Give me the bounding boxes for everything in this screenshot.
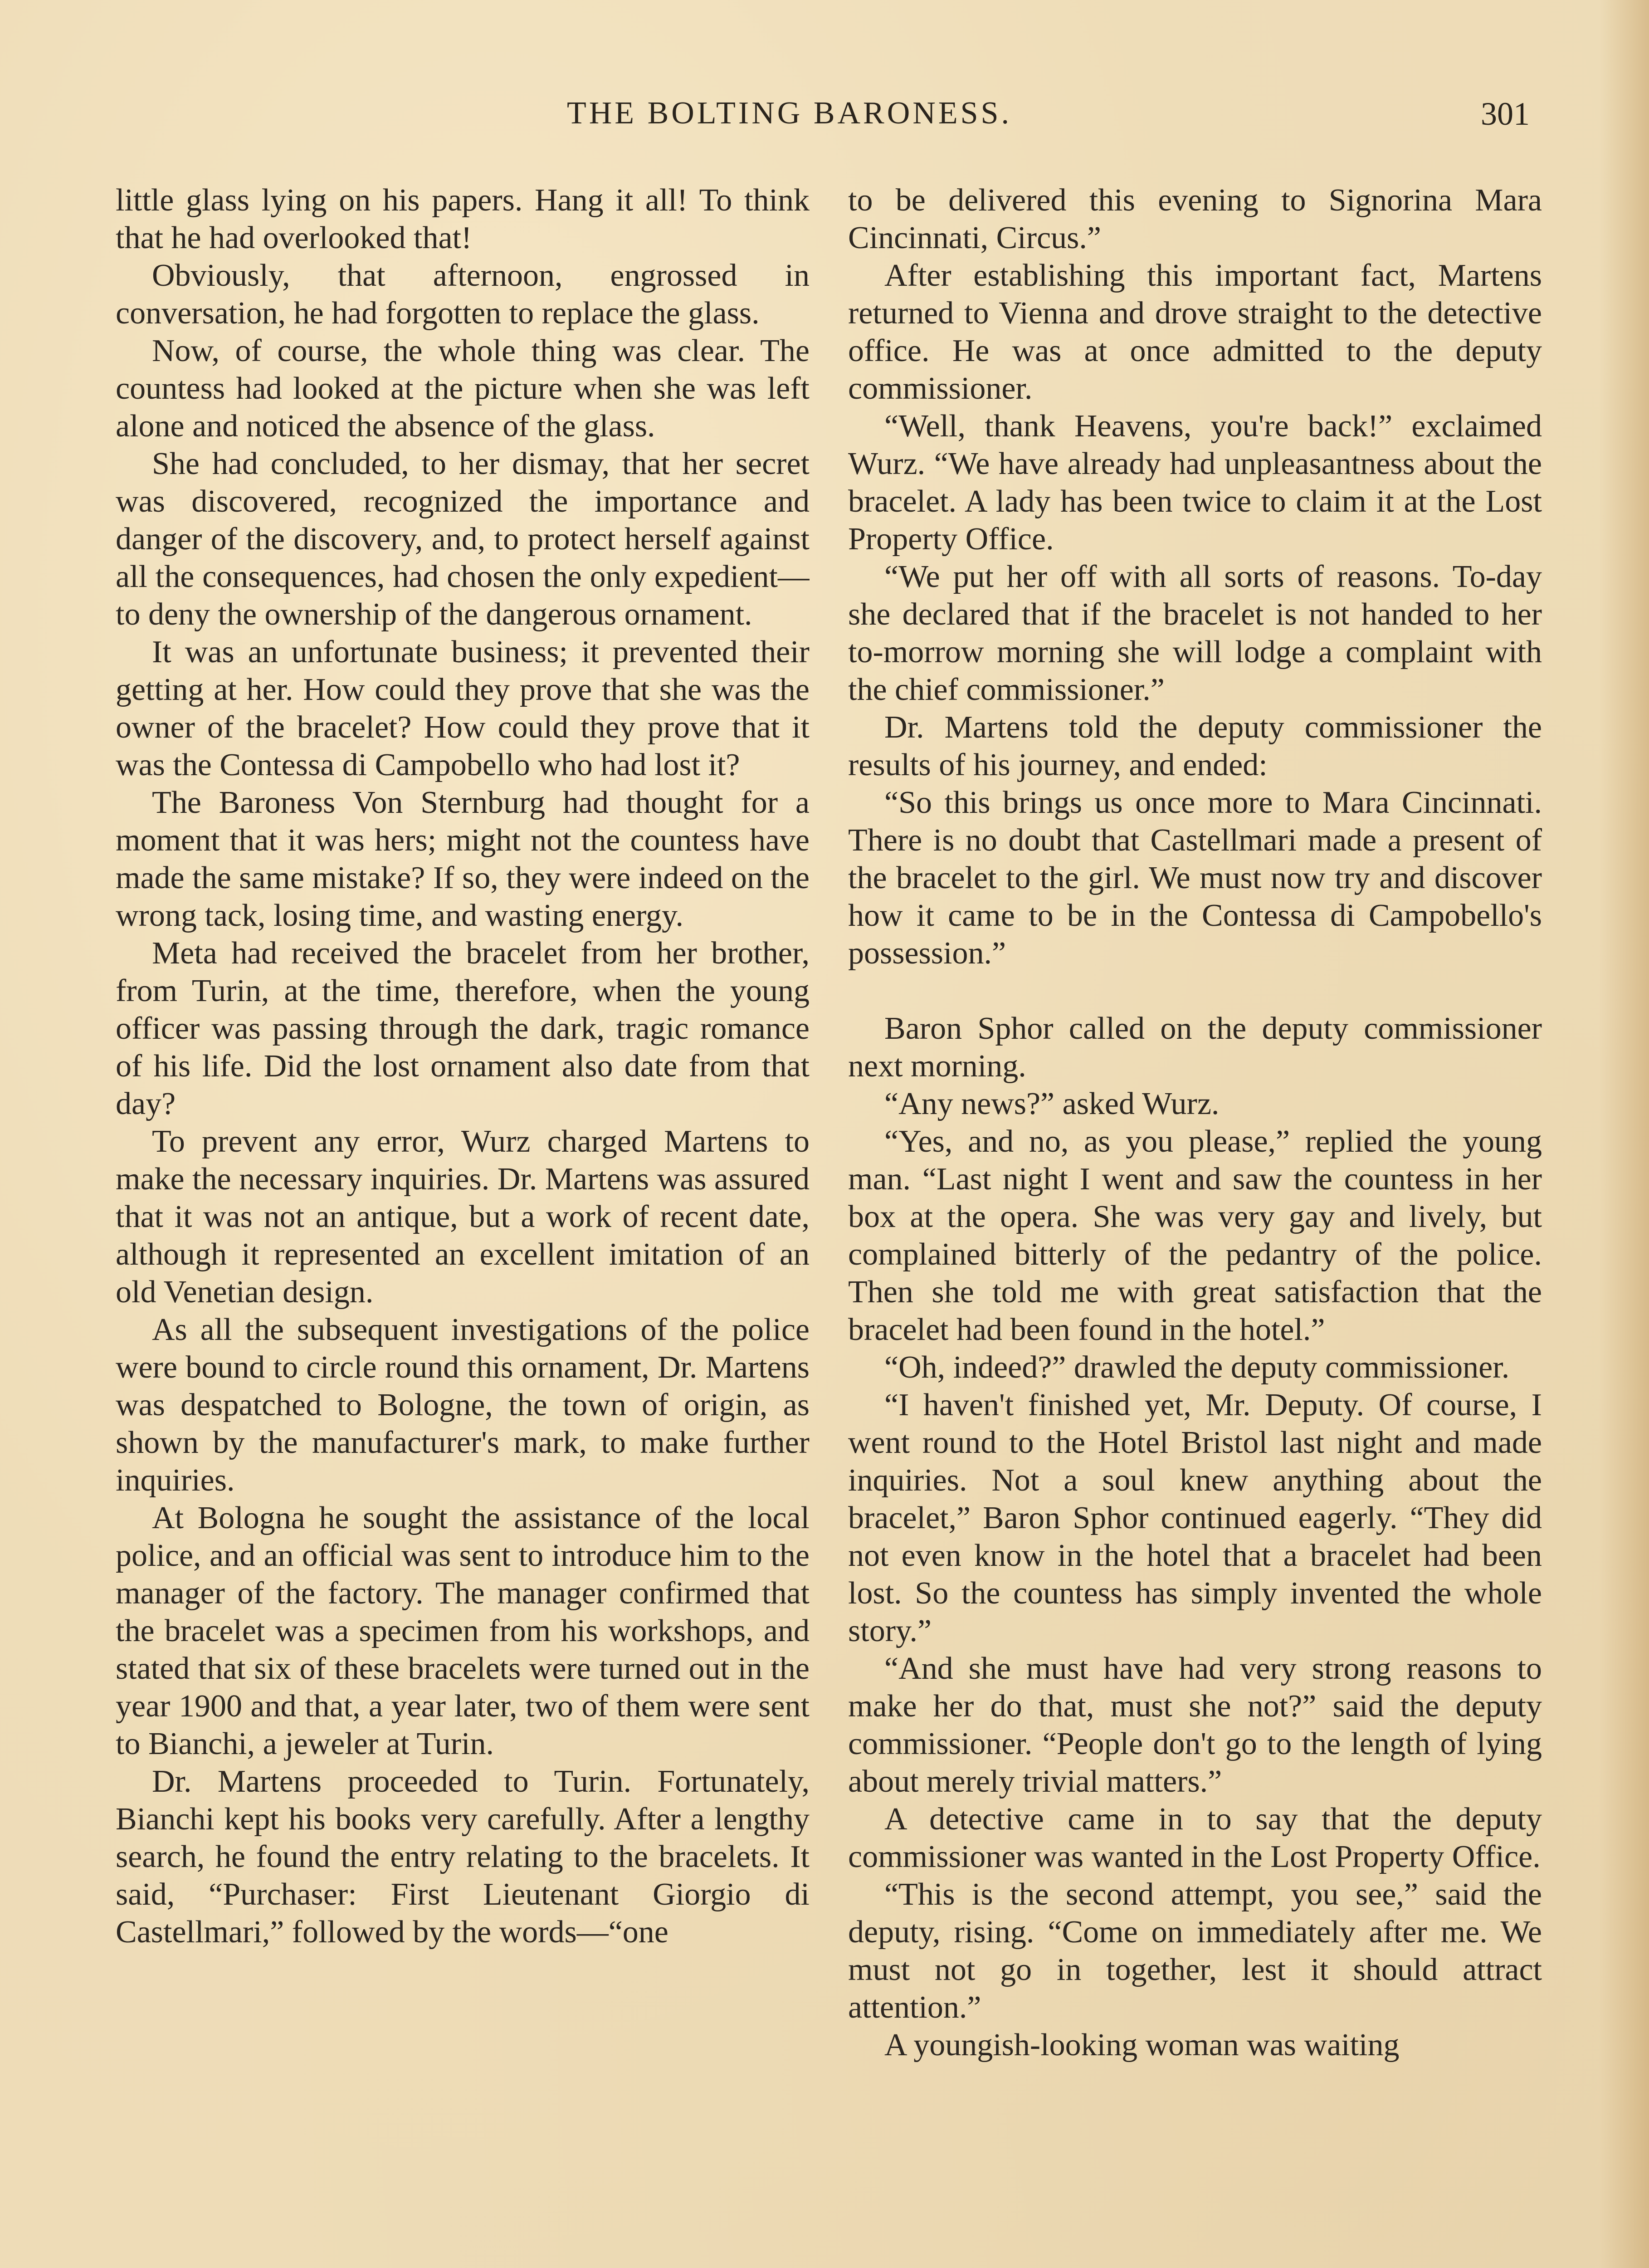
- paragraph: To prevent any error, Wurz charged Martens to make the necessary inquiries. Dr. Martens was assured that it was not an antique, but a work of recent date, although it represented an excellent imitation of an old Venetian design.: [116, 1124, 810, 1310]
- left-text-column: [116, 181, 810, 2268]
- paragraph: Meta had received the bracelet from her brother, from Turin, at the time, therefore, when the young officer was passing through the dark, tragic romance of his life. Did the lost ornament also date from that day?: [116, 936, 810, 1121]
- paragraph: A detective came in to say that the deputy commissioner was wanted in the Lost Property Office.: [848, 1802, 1542, 1874]
- paragraph: “Any news?” asked Wurz.: [884, 1086, 1220, 1121]
- paragraph: Dr. Martens told the deputy commissioner the results of his journey, and ended:: [848, 710, 1542, 782]
- right-text-column: [848, 181, 1542, 2268]
- page-edge-shadow: [1599, 0, 1649, 2268]
- page-header: [0, 95, 1649, 145]
- paragraph: “Oh, indeed?” drawled the deputy commissioner.: [884, 1350, 1510, 1385]
- paragraph: “This is the second attempt, you see,” said the deputy, rising. “Come on immediately after me. We must not go in together, lest it should attract attention.”: [848, 1877, 1542, 2025]
- paragraph: “Well, thank Heavens, you're back!” exclaimed Wurz. “We have already had unpleasantness about the bracelet. A lady has been twice to claim it at the Lost Property Office.: [848, 409, 1542, 557]
- paragraph: Obviously, that afternoon, engrossed in conversation, he had forgotten to replace the glass.: [116, 258, 810, 331]
- paragraph: It was an unfortunate business; it prevented their getting at her. How could they prove that she was the owner of the bracelet? How could they prove that it was the Contessa di Campobello who had lost it?: [116, 635, 810, 782]
- paragraph: Now, of course, the whole thing was clear. The countess had looked at the picture when she was left alone and noticed the absence of the glass.: [116, 333, 810, 444]
- paragraph: “Yes, and no, as you please,” replied the young man. “Last night I went and saw the countess in her box at the opera. She was very gay and lively, but complained bitterly of the pedantry of the police. Then she told me with great satisfaction that the bracelet had been found in the hotel.”: [848, 1124, 1542, 1347]
- paragraph: The Baroness Von Sternburg had thought for a moment that it was hers; might not the countess have made the same mistake? If so, they were indeed on the wrong tack, losing time, and wasting energy.: [116, 785, 810, 933]
- paragraph: “I haven't finished yet, Mr. Deputy. Of course, I went round to the Hotel Bristol last night and made inquiries. Not a soul knew anything about the bracelet,” Baron Sphor continued eagerly. “They did not even know in the hotel that a bracelet had been lost. So the countess has simply invented the whole story.”: [848, 1388, 1542, 1648]
- running-title: THE BOLTING BARONESS.: [567, 96, 1012, 131]
- paragraph: Baron Sphor called on the deputy commissioner next morning.: [848, 1011, 1542, 1084]
- page-number: 301: [1481, 96, 1530, 132]
- paragraph: to be delivered this evening to Signorina Mara Cincinnati, Circus.”: [848, 183, 1542, 255]
- paragraph: little glass lying on his papers. Hang it all! To think that he had overlooked that!: [116, 183, 810, 255]
- paragraph: “And she must have had very strong reasons to make her do that, must she not?” said the deputy commissioner. “People don't go to the length of lying about merely trivial matters.”: [848, 1651, 1542, 1799]
- paragraph: Dr. Martens proceeded to Turin. Fortunately, Bianchi kept his books very carefully. After a lengthy search, he found the entry relating to the bracelets. It said, “Purchaser: First Lieutenant Giorgio di Castellmari,” followed by the words—“one: [116, 1764, 810, 1950]
- paragraph: “So this brings us once more to Mara Cincinnati. There is no doubt that Castellmari made a present of the bracelet to the girl. We must now try and discover how it came to be in the Contessa di Campobello's possession.”: [848, 785, 1542, 971]
- paragraph: She had concluded, to her dismay, that her secret was discovered, recognized the importance and danger of the discovery, and, to protect herself against all the consequences, had chosen the only expedient—to deny the ownership of the dangerous ornament.: [116, 446, 810, 632]
- paragraph: After establishing this important fact, Martens returned to Vienna and drove straight to the detective office. He was at once admitted to the deputy commissioner.: [848, 258, 1542, 406]
- paragraph: A youngish-looking woman was waiting: [884, 2028, 1400, 2063]
- paragraph: “We put her off with all sorts of reasons. To-day she declared that if the bracelet is not handed to her to-morrow morning she will lodge a complaint with the chief commissioner.”: [848, 559, 1542, 707]
- paragraph: At Bologna he sought the assistance of the local police, and an official was sent to introduce him to the manager of the factory. The manager confirmed that the bracelet was a specimen from his workshops, and stated that six of these bracelets were turned out in the year 1900 and that, a year later, two of them were sent to Bianchi, a jeweler at Turin.: [116, 1501, 810, 1761]
- paragraph: As all the subsequent investigations of the police were bound to circle round this ornament, Dr. Martens was despatched to Bologne, the town of origin, as shown by the manufacturer's mark, to make further inquiries.: [116, 1312, 810, 1498]
